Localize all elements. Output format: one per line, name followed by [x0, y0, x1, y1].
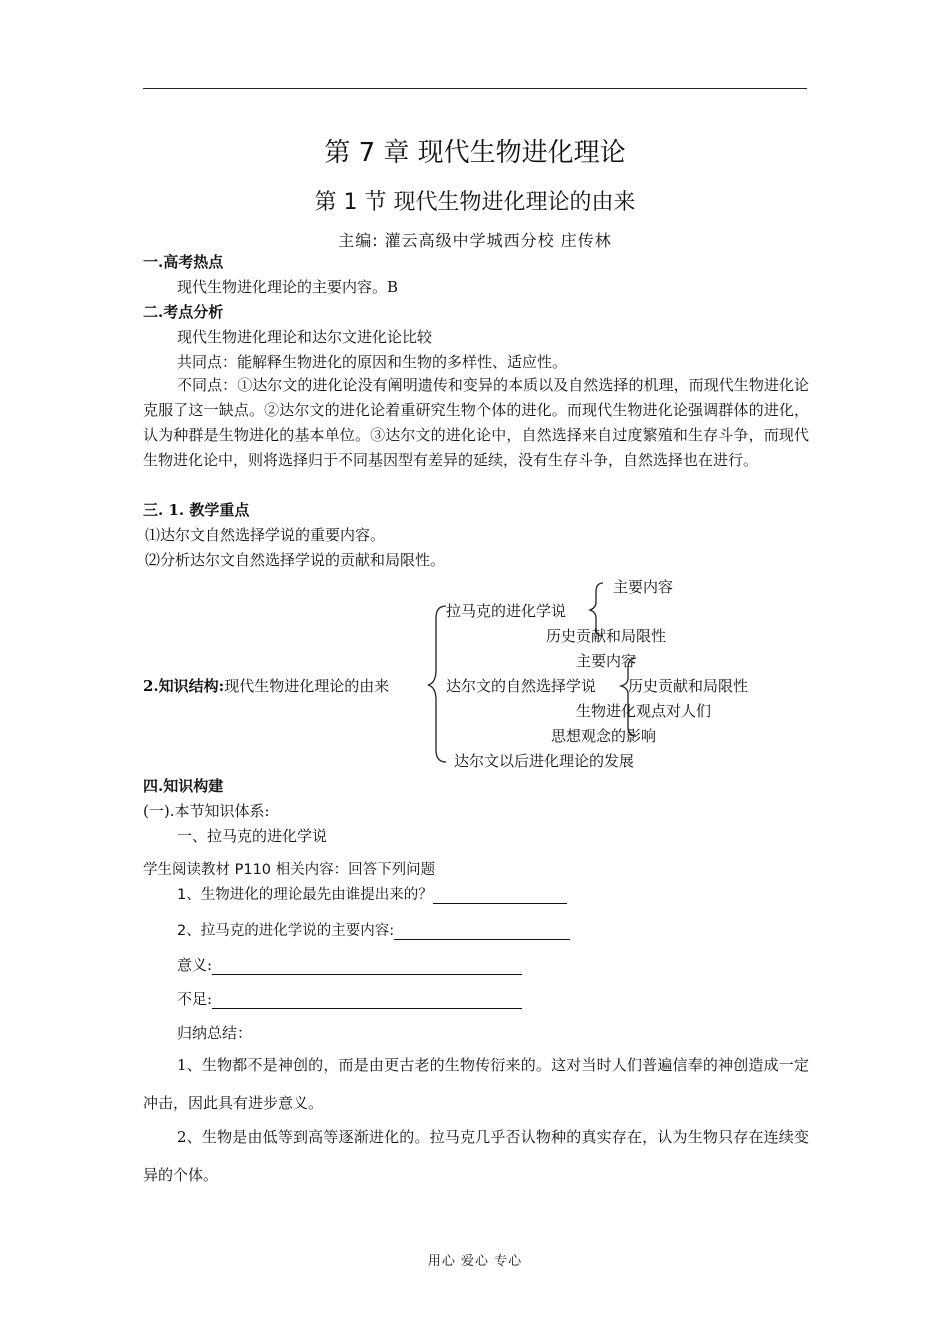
question-2-text: 2、拉马克的进化学说的主要内容:	[177, 923, 395, 939]
meaning-line	[177, 954, 522, 975]
answer-blank-1[interactable]	[433, 887, 567, 904]
section-heading-4: 四.知识构建	[143, 777, 224, 795]
analysis-paragraph: 不同点：①达尔文的进化论没有阐明遗传和变异的本质以及自然选择的机理，而现代生物进化论克服了这一缺点。②达尔文的进化论着重研究生物个体的进化。而现代生物进化论强调群体的进化，认为种群是生物进化的基本单位。③达尔文的进化论中，自然选择来自过度繁殖和生存斗争，而现代生物进化论中，则将选择归于不同基因型有差异的延续，没有生存斗争，自然选择也在进行。	[143, 376, 809, 469]
meaning-label: 意义:	[177, 956, 213, 974]
analysis-line-1: 现代生物进化理论和达尔文进化论比较	[177, 328, 433, 346]
question-1-text: 1、生物进化的理论最先由谁提出来的？	[177, 887, 433, 903]
node-darwin-contrib: 历史贡献和局限性	[628, 677, 749, 695]
node-darwin: 达尔文的自然选择学说	[446, 677, 597, 695]
section-heading-3: 三. 1. 教学重点	[143, 501, 250, 519]
chapter-title: 第 7 章 现代生物进化理论	[324, 138, 626, 168]
summary-label: 归纳总结：	[177, 1024, 253, 1042]
focus-item-1: ⑴达尔文自然选择学说的重要内容。	[145, 526, 386, 544]
node-lamarck-contrib: 历史贡献和局限性	[546, 627, 667, 645]
shortcoming-line	[177, 988, 522, 1009]
section-heading-1: 一.高考热点	[143, 253, 224, 271]
shortcoming-label: 不足:	[177, 990, 213, 1008]
shortcoming-blank[interactable]	[212, 992, 522, 1009]
summary-point-1: 1、生物都不是神创的，而是由更古老的生物传衍来的。这对当时人们普遍信奉的神创造成一定冲击，因此具有进步意义。	[143, 1056, 809, 1112]
focus-item-2: ⑵分析达尔文自然选择学说的贡献和局限性。	[145, 551, 446, 569]
answer-blank-2[interactable]	[394, 923, 570, 940]
question-2	[177, 919, 570, 940]
knowledge-system-label: (一).本节知识体系:	[143, 802, 270, 820]
node-darwin-impact-2: 思想观念的影响	[551, 727, 657, 745]
node-after-darwin: 达尔文以后进化理论的发展	[454, 752, 635, 770]
question-1	[177, 883, 567, 904]
page-footer: 用心 爱心 专心	[427, 1254, 523, 1269]
node-lamarck-main: 主要内容	[613, 578, 674, 596]
reading-instruction: 学生阅读教材 P110 相关内容：回答下列问题	[143, 862, 436, 878]
topic-lamarck: 一、拉马克的进化学说	[177, 827, 328, 845]
section-heading-2: 二.考点分析	[143, 303, 224, 321]
meaning-blank[interactable]	[212, 958, 522, 975]
structure-label-rest: 现代生物进化理论的由来	[224, 677, 390, 695]
section-title: 第 1 节 现代生物进化理论的由来	[314, 190, 636, 215]
analysis-line-2: 共同点：能解释生物进化的原因和生物的多样性、适应性。	[177, 353, 568, 371]
hotspot-text: 现代生物进化理论的主要内容。B	[177, 278, 399, 296]
main-brace	[428, 606, 446, 762]
node-lamarck: 拉马克的进化学说	[446, 602, 567, 620]
structure-label-bold: 2.知识结构:	[143, 677, 225, 695]
author-line: 主编: 灌云高级中学城西分校 庄传林	[338, 231, 612, 250]
node-darwin-main: 主要内容	[576, 652, 637, 670]
node-darwin-impact-1: 生物进化观点对人们	[576, 702, 712, 720]
summary-point-2: 2、生物是由低等到高等逐渐进化的。拉马克几乎否认物种的真实存在，认为生物只存在连续变异的个体。	[143, 1128, 809, 1184]
